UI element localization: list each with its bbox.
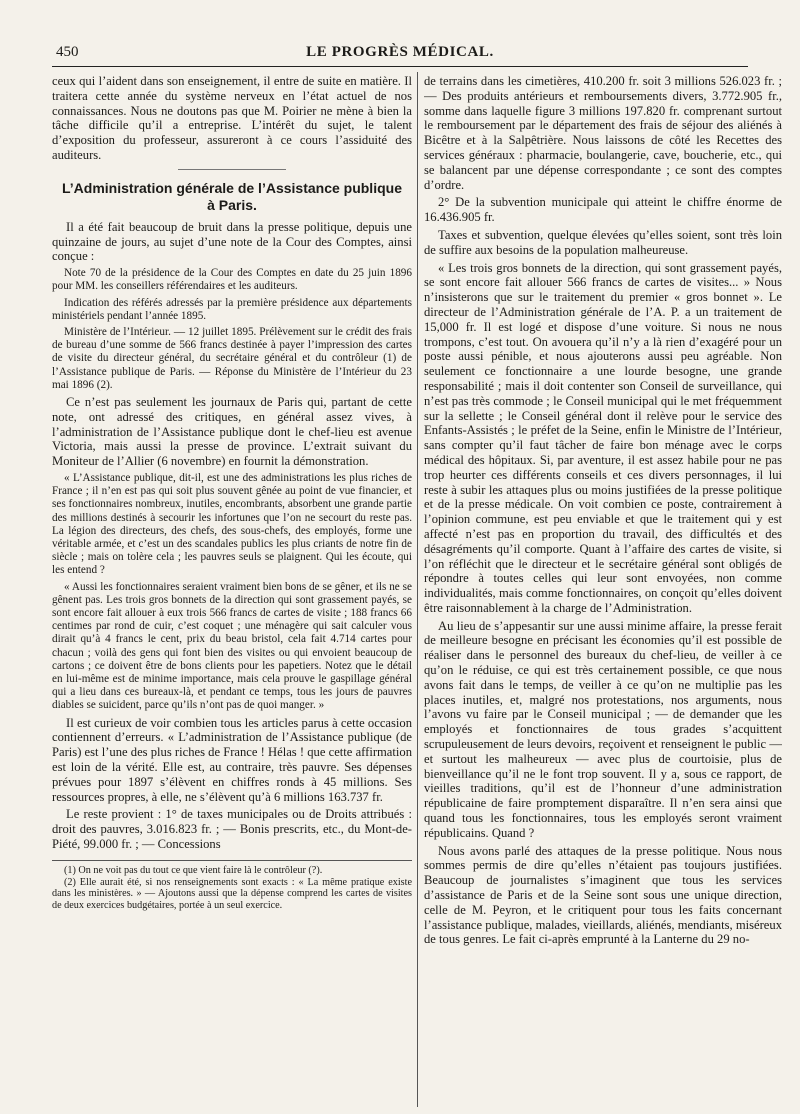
note-line: Ministère de l’Intérieur. — 12 juillet 1895. Prélèvement sur le crédit des frais de bureau d’une somme de 566 francs destinée à payer l’impression des cartes de visite du directeur général, du secrétaire général et du contrôleur (1) de l’Assistance publique de Paris. — Réponse du Ministère de l’Intérieur du 23 mai 1896 (2). <box>52 325 412 391</box>
footnotes <box>52 860 412 912</box>
paragraph: Nous avons parlé des attaques de la presse politique. Nous nous sommes permis de dire qu’elles n’étaient pas toujours justifiées. Beaucoup de journalistes s’imaginent que tous les services d’assistance de Paris et de la Seine sont sous une unique direction, celle de M. Peyron, et le critiquent pour tous les faits concernant l’assistance publique, malades, vieillards, aliénés, mendiants, miséreux de tous genres. Le fait ci-après emprunté à la Lanterne du 29 no- <box>424 843 782 947</box>
right-column <box>424 74 782 1104</box>
note-line: Indication des référés adressés par la première présidence aux départements ministériels pendant l’année 1895. <box>52 296 412 322</box>
paragraph: « Les trois gros bonnets de la direction, qui sont grassement payés, se sont encore fait allouer 566 francs de cartes de visites... » Nous n’insisterons que sur le traitement du premier « gros bonnet ». Le directeur de l’Administration générale de l’A. P. a un traitement de 15,000 fr. Il est logé et dispose d’une voiture. Si nous ne nous trompons, c’est tout. On avouera qu’il n’y a là rien d’exagéré pour un poste aussi pénible, et nous ajouterons aussi peu agréable. Non seulement ce fonctionnaire a une lourde besogne, une grande responsabilité ; mais il doit contenter son Conseil de surveillance, qui n’est pas très commode ; le Conseil municipal qui le met fréquemment sur la sellette ; le Conseil général dont il relève pour le service des Enfants-Assistés ; le préfet de la Seine, enfin le Ministre de l’Intérieur, sans compter qu’il faut tâcher de faire bon ménage avec le corps médical des hôpitaux. Si, par aventure, il est assez habile pour ne pas trop heurter ces différents conseils et ces divers personnages, il lui reste à subir les attaques plus ou moins justifiées de la presse politique et de la presse médicale. On voit combien ce poste, contrairement à l’opinion commune, est peu enviable et que le traitement qui y est affecté n’est pas en proportion du travail, des difficultés et des désagréments qu’il comporte. Quant à l’affaire des cartes de visite, si l’on réfléchit que le directeur et le secrétaire général sont obligés de répondre à toutes celles qui leur sont envoyées, non comme individualités, mais comme fonctionnaires, on conçoit qu’elles doivent être raisonnablement à la charge de l’Administration. <box>424 260 782 615</box>
extract-paragraph: « Aussi les fonctionnaires seraient vraiment bien bons de se gêner, et ils ne se gênent pas. Les trois gros bonnets de la direction qui sont grassement payés, se sont encore fait allouer à eux trois 566 francs de cartes de visite ; 188 francs 66 centimes par rond de cuir, c’est coquet ; une ménagère qui sait calculer vous dirait qu’à 4 francs le cent, prix du beau bristol, cela fait 4.714 cartes pour chacun ; voilà des gens qui font bien des visites ou qui envoient beaucoup de cartons ; ce doivent être de bons clients pour les papetiers. Notez que le détail en lui-même est de minime importance, mais cela prouve le gaspillage général qui a lieu dans ces bureaux-là, et pendant ce temps, tous les jours de pauvres diables se suicident, parce qu’ils n’ont pas de quoi manger. » <box>52 580 412 712</box>
paragraph: 2° De la subvention municipale qui atteint le chiffre énorme de 16.436.905 fr. <box>424 195 782 225</box>
note-line: Note 70 de la présidence de la Cour des Comptes en date du 25 juin 1896 pour MM. les conseillers référendaires et les auditeurs. <box>52 267 412 293</box>
footnote: (2) Elle aurait été, si nos renseignements sont exacts : « La même pratique existe dans les ministères. » — Ajoutons aussi que la dépense comprend les cartes de visites de deux exercices budgétaires, portée à un seul exercice. <box>52 876 412 912</box>
paragraph: de terrains dans les cimetières, 410.200 fr. soit 3 millions 526.023 fr. ; — Des produits antérieurs et remboursements divers, 3.772.905 fr., somme dans laquelle figure 3 millions 197.820 fr. comprenant surtout le remboursement par le département des frais de séjour des aliénés à Bicêtre et à la Salpêtrière. Nous laissons de côté les Recettes des services généraux : pharmacie, boulangerie, cave, boucherie, etc., qui se balancent par une dépense correspondante ; ce sont des comptes d’ordre. <box>424 74 782 192</box>
page-header <box>52 40 748 67</box>
extract-paragraph: « L’Assistance publique, dit-il, est une des administrations les plus riches de France ; il n’en est pas qui soit plus souvent gênée au point de vue financier, et ses fonctionnaires nombreux, inutiles, encombrants, absorbent une grande partie des millions destinés à secourir les infortunes que l’on ne secourt du reste pas. La légion des directeurs, des chefs, des sous-chefs, des employés, forme une véritable armée, et c’est un des scandales publics les plus criants de notre fin de siècle ; mais on tolère cela ; les pauvres seuls se plaignent. Qui les écoute, qui les entend ? <box>52 471 412 577</box>
column-divider <box>417 72 418 1107</box>
page-number: 450 <box>56 44 79 60</box>
quoted-note <box>52 267 412 392</box>
paragraph: Taxes et subvention, quelque élevées qu’elles soient, sont très loin de suffire aux besoins de la population malheureuse. <box>424 227 782 257</box>
intro-paragraph: ceux qui l’aident dans son enseignement, il entre de suite en matière. Il traitera cette année du système nerveux en l’état actuel de nos connaissances. Nous ne doutons pas que M. Poirier ne mène à bien la tâche difficile qu’il a entreprise. L’intérêt du sujet, le talent d’exposition du professeur, assureront à ce cours l’assiduité des auditeurs. <box>52 74 412 162</box>
section-separator <box>178 169 286 170</box>
article-heading: L’Administration générale de l’Assistance publique à Paris. <box>62 179 402 213</box>
paragraph: Il est curieux de voir combien tous les articles parus à cette occasion contiennent d’erreurs. « L’administration de l’Assistance publique (de Paris) est l’une des plus riches de France ! Hélas ! que cette affirmation est loin de la vérité. Elle est, au contraire, très pauvre. Ses dépenses prévues pour 1897 s’élèvent en chiffres ronds à 45 millions. Ses ressources propres, à elle, ne s’élèvent qu’à 6 millions 163.737 fr. <box>52 715 412 804</box>
paragraph: Au lieu de s’appesantir sur une aussi minime affaire, la presse ferait de meilleure besogne en précisant les économies qu’il est possible de réaliser dans le personnel des bureaux du chef-lieu, de veiller à ce qu’on le réduise, ce qui est très certainement possible, ce que nous avons fait dans le temps, de veiller à ce qu’on ne multiplie pas les places inutiles, et, malgré nos protestations, nos arguments, nous l’avons vu faire par le Conseil municipal ; — de demander que les employés et fonctionnaires de tous grades s’acquittent scrupuleusement de leurs devoirs, reçoivent et renseignent le public — et surtout les malheureux — avec plus de courtoisie, plus de bienveillance qu’il ne le font trop souvent. Il y a, sous ce rapport, de vieilles traditions, qu’il est de l’honneur d’une administration républicaine de faire promptement disparaître. Il n’en sera ainsi que quand tous les fonctionnaires, tous les employés seront vraiment républicains. Quand ? <box>424 618 782 840</box>
paragraph: Il a été fait beaucoup de bruit dans la presse politique, depuis une quinzaine de jours, au sujet d’une note de la Cour des Comptes, ainsi conçue : <box>52 219 412 264</box>
footnote: (1) On ne voit pas du tout ce que vient faire là le contrôleur (?). <box>64 864 323 876</box>
paragraph: Ce n’est pas seulement les journaux de Paris qui, partant de cette note, ont adressé des critiques, en général assez vives, à l’administration de l’Assistance publique dont le chef-lieu est avenue Victoria, mais aussi la presse de province. L’extrait suivant du Moniteur de l’Allier (6 novembre) en fournit la démonstration. <box>52 395 412 469</box>
journal-title: LE PROGRÈS MÉDICAL. <box>306 44 494 60</box>
left-column <box>52 74 412 1104</box>
paragraph: Le reste provient : 1° de taxes municipales ou de Droits attribués : droit des pauvres, 3.016.823 fr. ; — Bonis prescrits, etc., du Mont-de-Piété, 99.000 fr. ; — Concessions <box>52 807 412 852</box>
quoted-extract <box>52 472 412 713</box>
